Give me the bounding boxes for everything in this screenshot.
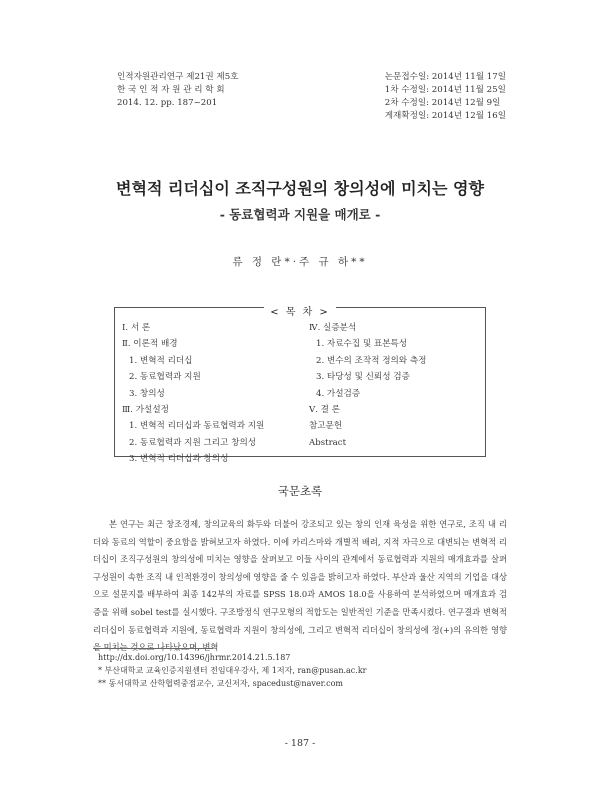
received-date: 논문접수일: 2014년 11월 17일 [384,72,506,82]
toc-item: 2. 변수의 조작적 정의와 측정 [316,355,427,366]
revision1-date: 1차 수정일: 2014년 11월 25일 [384,85,506,95]
footnotes [98,652,367,690]
toc-item: 2. 동료협력과 지원 그리고 창의성 [129,437,257,448]
toc-item: 2. 동료협력과 지원 [129,372,201,383]
toc-item: 3. 변혁적 리더십과 창의성 [129,454,229,465]
toc-heading-label: < 목 차 > [264,307,336,318]
issue-pages: 2014. 12. pp. 187~201 [117,98,218,108]
page-number: - 187 - [284,738,316,749]
toc-item: 3. 타당성 및 신뢰성 검증 [316,372,410,383]
journal-header [117,71,239,110]
revision2-date: 2차 수정일: 2014년 12월 9일 [384,98,501,108]
toc-item: Ⅳ. 실증분석 [309,323,357,333]
society-name: 한 국 인 적 자 원 관 리 학 회 [117,85,225,95]
accepted-date: 게재확정일: 2014년 12월 16일 [384,111,506,121]
abstract-heading: 국문초록 [277,484,323,498]
table-of-contents [114,307,486,465]
toc-item: 참고문헌 [309,421,343,432]
abstract-body: 본 연구는 최근 창조경제, 창의교육의 화두와 더불어 강조되고 있는 창의 인재 육성을 위한 연구로, 조직 내 리더와 동료의 역할이 중요함을 밝혀보고자 하였다. 이에 카리스마와 개별적 배려, 지적 자극으로 대변되는 변혁적 리더십이 조직구성원의 창의성에 미치는 영향을 살펴보고 이들 사이의 관계에서 동료협력과 지원의 매개효과를 살펴 구성원이 속한 조직 내 인적환경이 창의성에 영향을 줄 수 있음을 밝히고자 하였다. 부산과 울산 지역의 기업을 대상으로 설문지를 배부하여 최종 142부의 자료를 SPSS 18.0과 AMOS 18.0을 사용하여 분석하였으며 매개효과 검증을 위해 sobel test를 실시했다. 구조방정식 연구모형의 적합도는 일반적인 기준을 만족시켰다. 연구결과 변혁적 리더십이 동료협력과 지원에, 동료협력과 지원이 창의성에, 그리고 변혁적 리더십이 창의성에 정(+)의 유의한 영향을 미치는 것으로 나타났으며, 변혁 [93,519,507,653]
footnote-corresponding-author: ** 동서대학교 산학협력중점교수, 교신저자, spacedust@naver.com [98,678,343,688]
toc-right-column [309,320,426,451]
toc-item: Ⅱ. 이론적 배경 [122,339,178,350]
footnote-first-author: * 부산대학교 교육인증지원센터 전임대우강사, 제 1저자, ran@pusan.ac.kr [98,665,367,675]
toc-item: 4. 가설검증 [316,388,361,399]
submission-dates [385,71,506,123]
toc-item: 3. 창의성 [129,388,165,399]
footnote-divider [93,648,213,649]
toc-item: 1. 변혁적 리더십과 동료협력과 지원 [129,421,265,432]
toc-item: Ⅴ. 결 론 [309,405,341,416]
toc-item: Ⅲ. 가설설정 [122,405,169,416]
toc-heading [115,300,485,319]
doi-link[interactable]: http://dx.doi.org/10.14396/jhrmr.2014.21.5.187 [98,653,291,662]
journal-name: 인적자원관리연구 제21권 제5호 [117,72,239,82]
toc-item: Ⅰ. 서 론 [122,323,151,333]
paper-subtitle: - 동료협력과 지원을 매개로 - [219,207,381,222]
toc-left-column [122,320,264,468]
toc-item: Abstract [309,437,347,448]
author-line: 류 정 란*·주 규 하** [232,256,368,268]
paper-title: 변혁적 리더십이 조직구성원의 창의성에 미치는 영향 [116,179,484,198]
toc-item: 1. 자료수집 및 표본특성 [316,339,408,350]
toc-item: 1. 변혁적 리더십 [129,355,193,366]
